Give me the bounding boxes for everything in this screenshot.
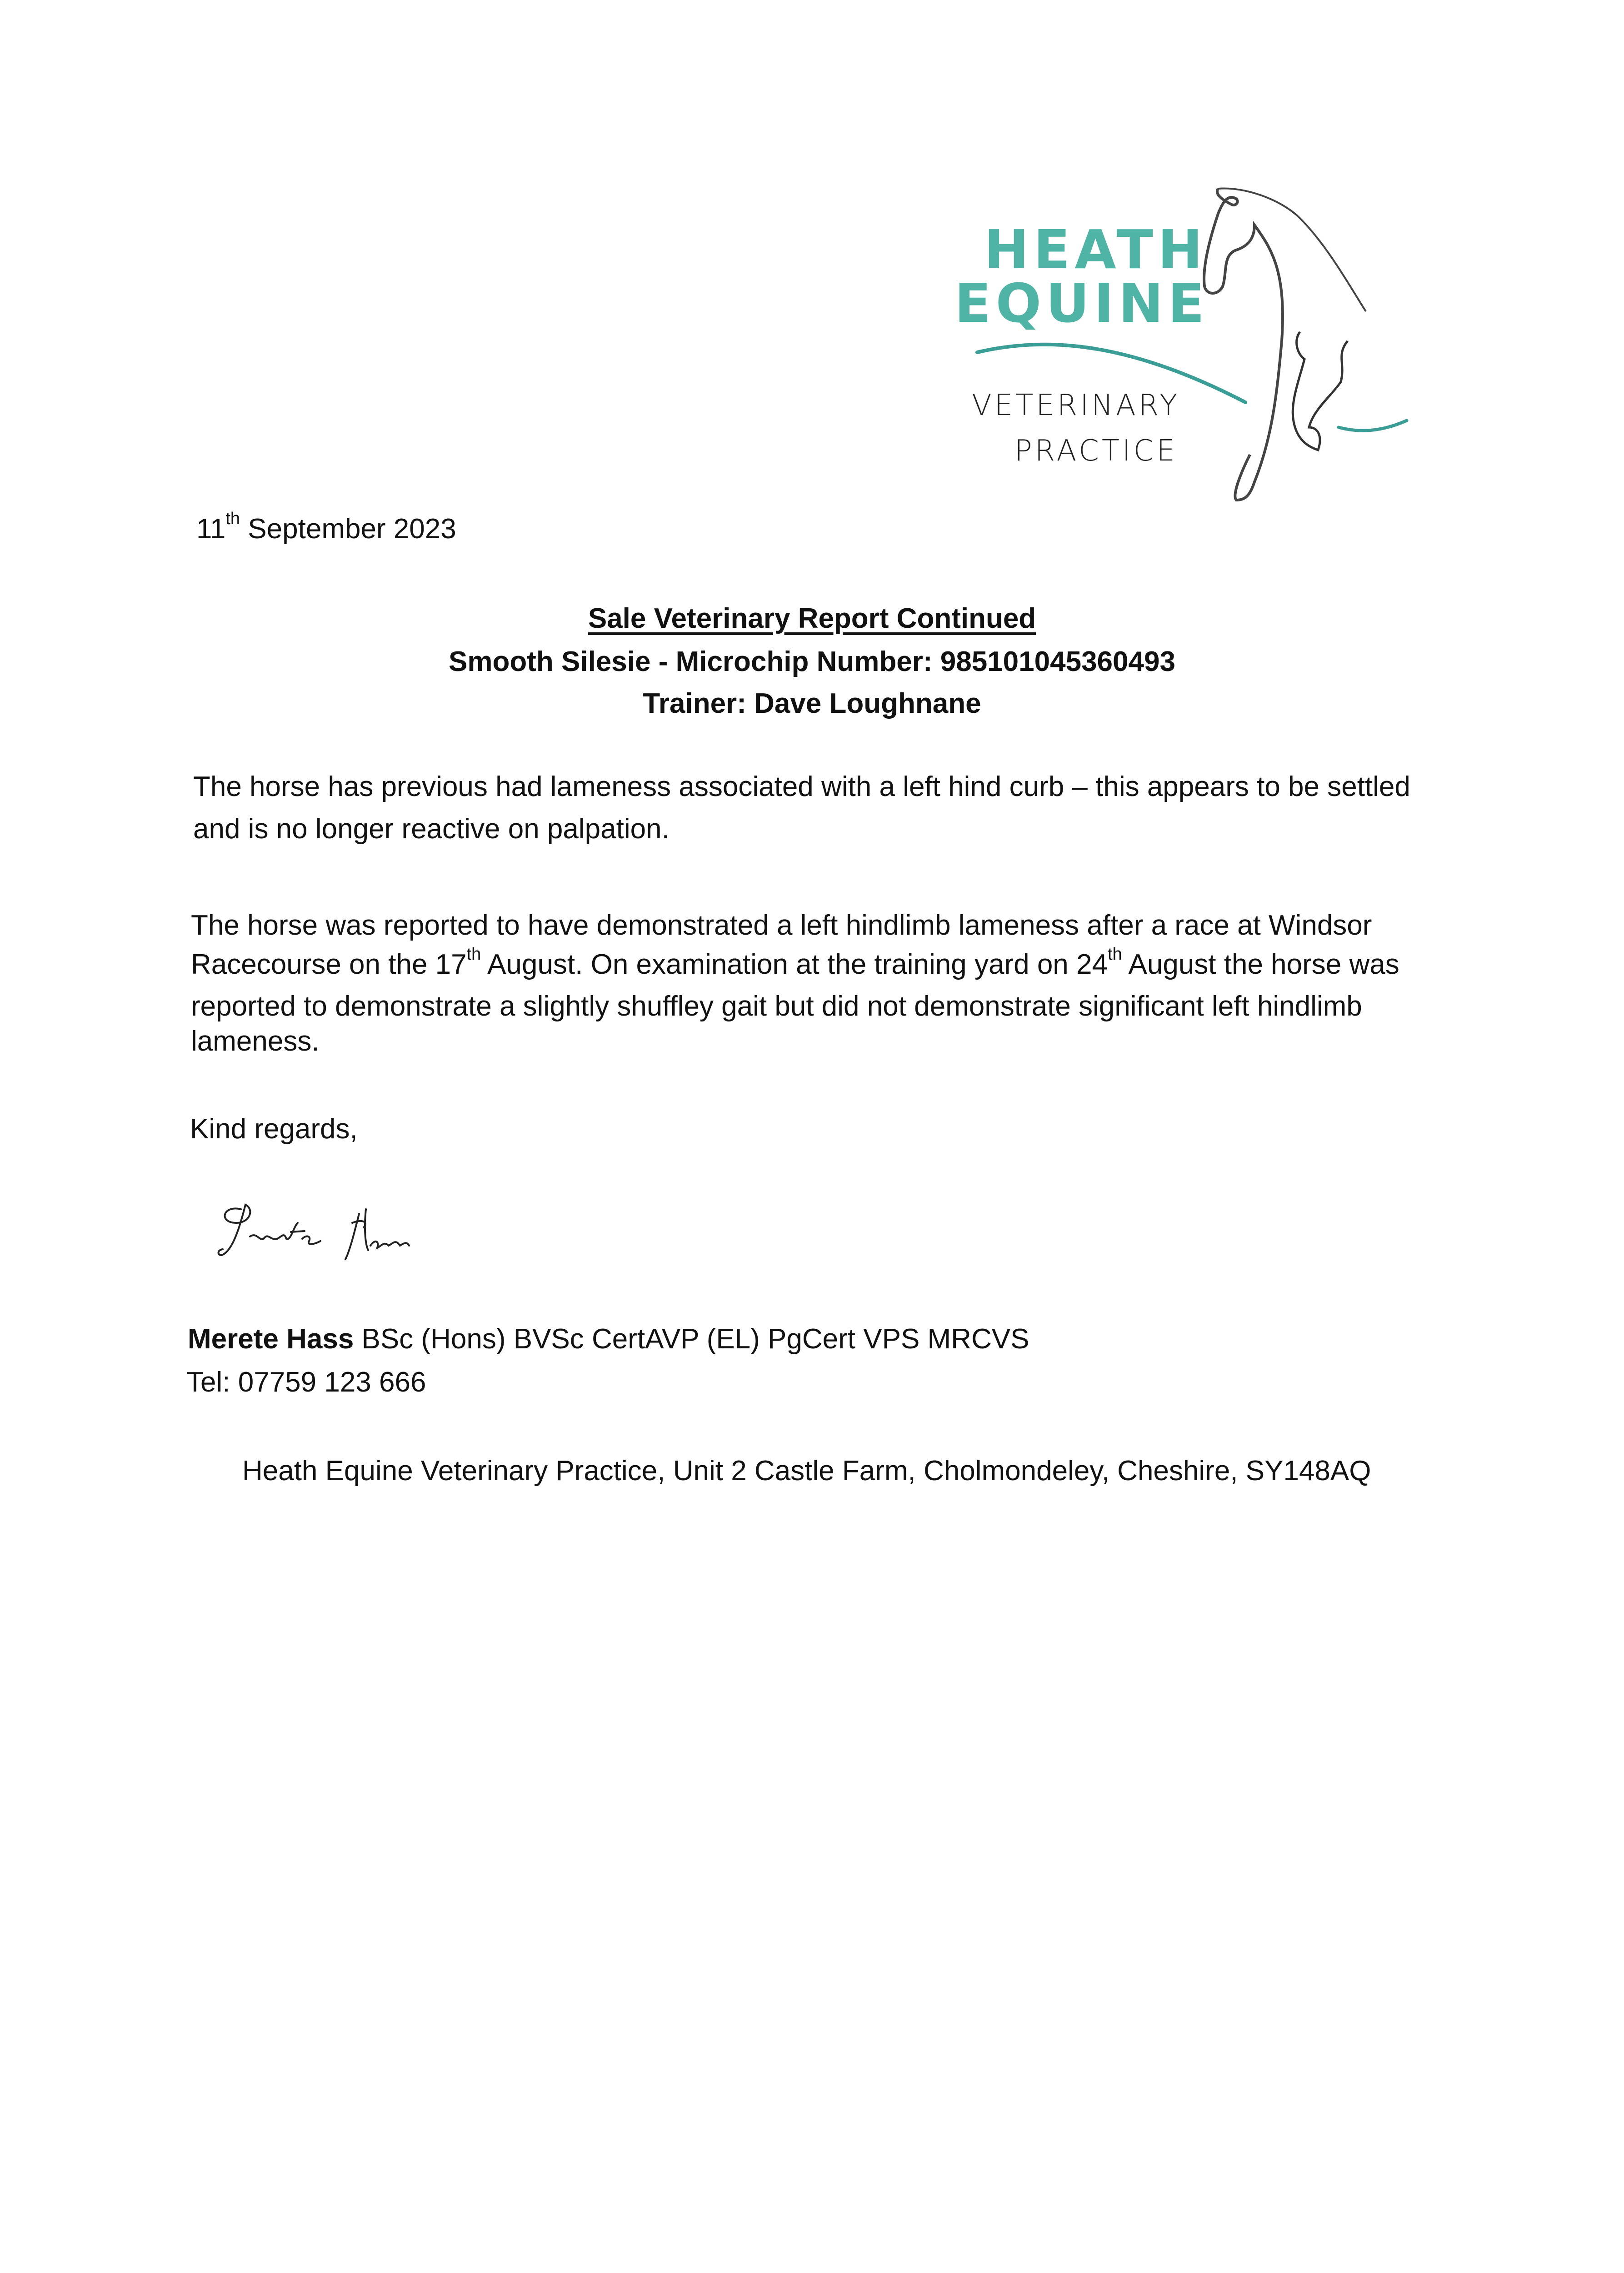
signatory-name: Merete Hass	[188, 1323, 354, 1355]
signatory	[188, 1323, 1029, 1355]
text-segment: August. On examination at the training yard on 24	[481, 949, 1108, 980]
logo-heath: HEATH	[984, 218, 1207, 281]
paragraph-line: The horse was reported to have demonstrated a left hindlimb lameness after a race at Windsor	[191, 910, 1372, 941]
paragraph-line	[191, 945, 1399, 981]
date-month-year: September 2023	[240, 513, 456, 545]
letter-date	[196, 509, 456, 545]
logo-equine: EQUINE	[954, 272, 1209, 335]
closing: Kind regards,	[190, 1113, 358, 1145]
paragraph-line: and is no longer reactive on palpation.	[193, 813, 670, 845]
text-segment: Racecourse on the 17	[191, 949, 467, 980]
paragraph-line: The horse has previous had lameness associated with a left hind curb – this appears to be settled	[193, 771, 1410, 802]
ordinal-suffix: th	[466, 945, 481, 964]
date-day: 11	[196, 513, 226, 545]
horse-logo-icon	[954, 182, 1436, 527]
paragraph-line: reported to demonstrate a slightly shuffley gait but did not demonstrate significant left hindlimb	[191, 991, 1362, 1022]
ordinal-suffix: th	[1107, 945, 1122, 964]
signatory-qualifications: BSc (Hons) BVSc CertAVP (EL) PgCert VPS MRCVS	[354, 1323, 1029, 1355]
text-segment: August the horse was	[1122, 949, 1399, 980]
report-title-text: Sale Veterinary Report Continued	[588, 603, 1036, 634]
logo-practice: PRACTICE	[1014, 434, 1178, 468]
date-suffix: th	[225, 509, 240, 528]
practice-address-footer: Heath Equine Veterinary Practice, Unit 2 Castle Farm, Cholmondeley, Cheshire, SY148AQ	[242, 1455, 1371, 1487]
report-title	[0, 602, 1624, 635]
horse-microchip-line: Smooth Silesie - Microchip Number: 985101045360493	[449, 646, 1175, 677]
telephone: Tel: 07759 123 666	[186, 1367, 426, 1398]
handwritten-signature	[214, 1196, 441, 1268]
paragraph-line: lameness.	[191, 1026, 320, 1057]
trainer-line: Trainer: Dave Loughnane	[643, 688, 981, 719]
logo-veterinary: VETERINARY	[972, 389, 1180, 422]
